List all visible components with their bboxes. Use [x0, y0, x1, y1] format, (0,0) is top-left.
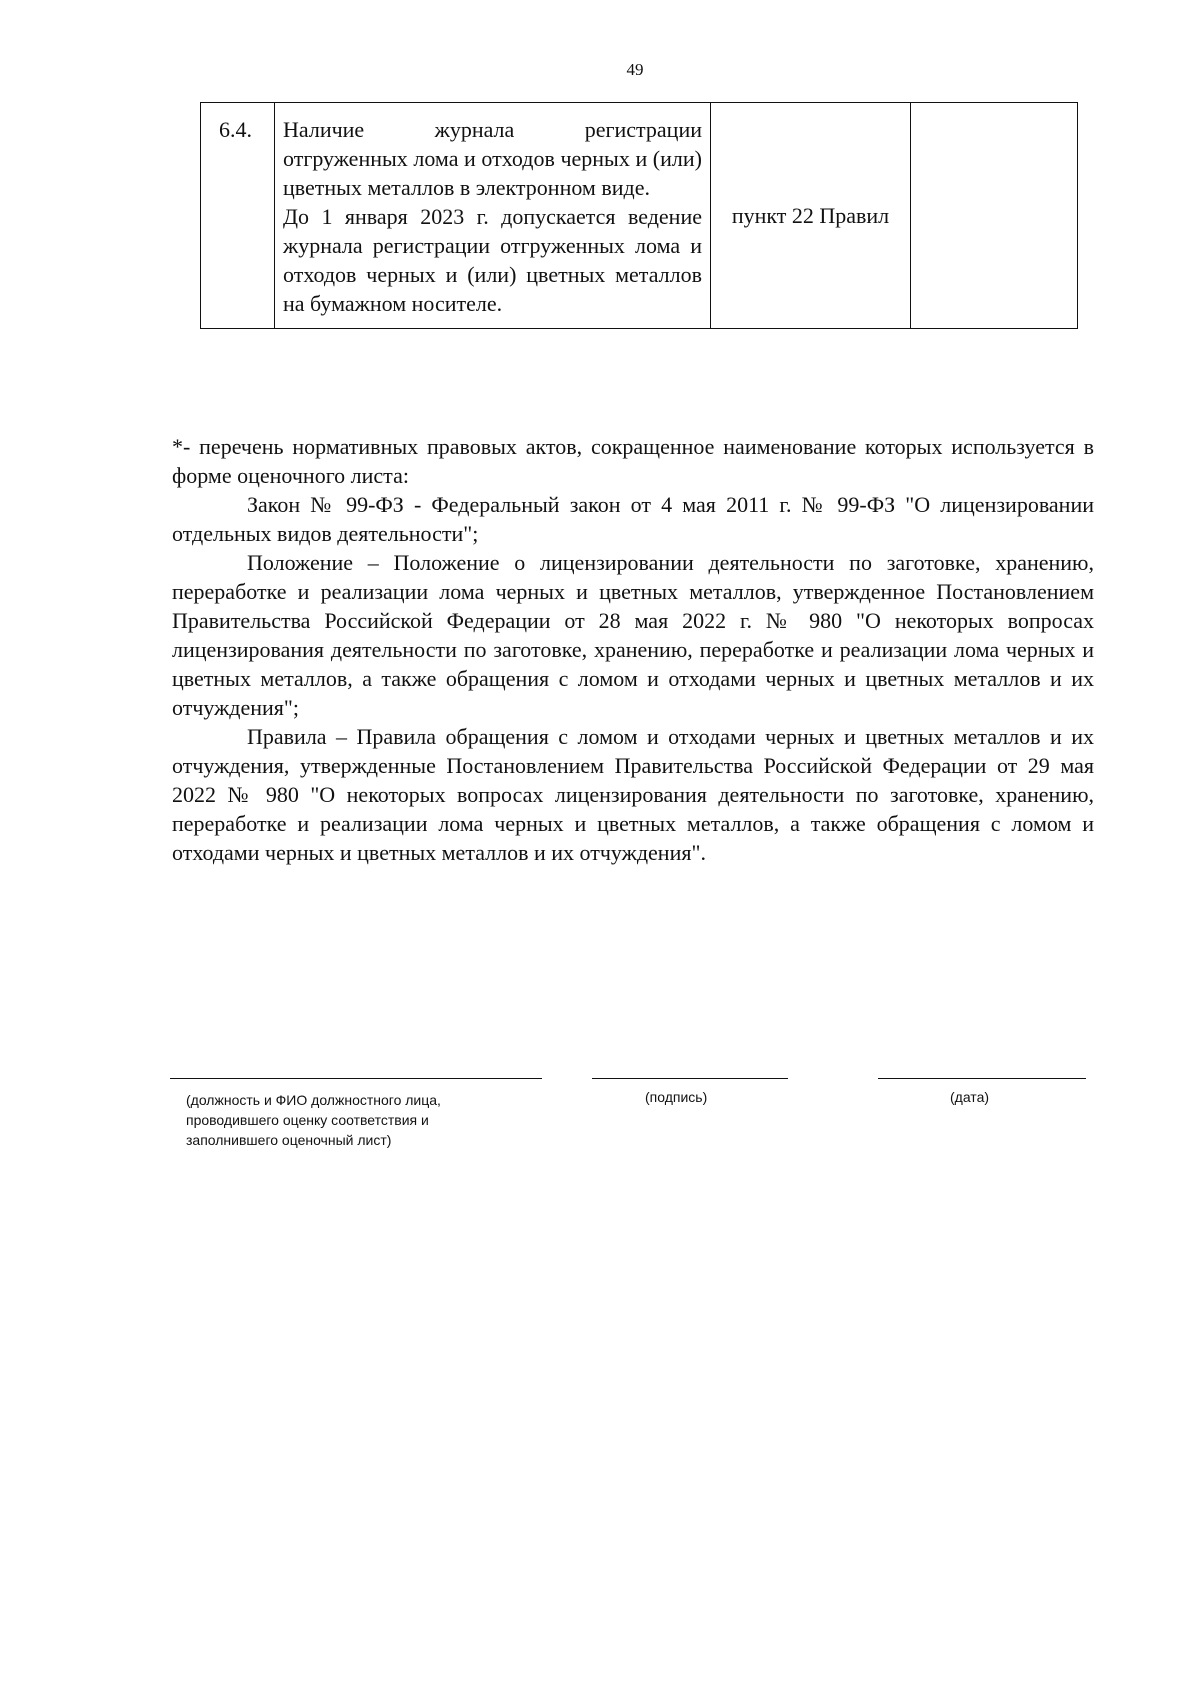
table-row	[201, 103, 1078, 329]
date-caption: (дата)	[950, 1089, 990, 1105]
legal-reference: пункт 22 Правил	[711, 103, 911, 329]
footnote-item: Положение – Положение о лицензировании деятельности по заготовке, хранению, переработке и реализации лома черных и цветных металлов, утвержденное Постановлением Правительства Российской Федерации от 28 мая 2022 г. № 980 "О некоторых вопросах лицензирования деятельности по заготовке, хранению, переработке и реализации лома черных и цветных металлов, а также обращения с ломом и отходами черных и цветных металлов и их отчуждения";	[172, 550, 1094, 720]
position-signature-line	[170, 1078, 542, 1079]
answer-cell	[911, 103, 1078, 329]
requirement-paragraph: Наличие журнала регистрации отгруженных лома и отходов черных и (или) цветных металлов в электронном виде.	[283, 117, 702, 200]
footnote-item: Закон № 99-ФЗ - Федеральный закон от 4 мая 2011 г. № 99-ФЗ "О лицензировании отдельных видов деятельности";	[172, 492, 1094, 546]
page-number: 49	[626, 60, 644, 79]
footnote-item: Правила – Правила обращения с ломом и отходами черных и цветных металлов и их отчуждения, утвержденные Постановлением Правительства Российской Федерации от 29 мая 2022 № 980 "О некоторых вопросах лицензирования деятельности по заготовке, хранению, переработке и реализации лома черных и цветных металлов, а также обращения с ломом и отходами черных и цветных металлов и их отчуждения".	[172, 724, 1094, 865]
footnote-intro: *- перечень нормативных правовых актов, сокращенное наименование которых используется в форме оценочного листа:	[172, 434, 1094, 488]
position-caption-line: проводившего оценку соответствия и	[186, 1112, 429, 1128]
requirement-text	[275, 103, 711, 329]
footnote	[172, 432, 1094, 867]
position-caption	[186, 1090, 441, 1150]
signature-line	[592, 1078, 788, 1079]
signature-caption: (подпись)	[645, 1089, 708, 1105]
requirement-paragraph: До 1 января 2023 г. допускается ведение журнала регистрации отгруженных лома и отходов черных и (или) цветных металлов на бумажном носителе.	[283, 204, 702, 316]
date-line	[878, 1078, 1086, 1079]
row-number: 6.4.	[201, 103, 275, 329]
requirements-table	[200, 102, 1078, 329]
position-caption-line: заполнившего оценочный лист)	[186, 1132, 392, 1148]
position-caption-line: (должность и ФИО должностного лица,	[186, 1092, 441, 1108]
